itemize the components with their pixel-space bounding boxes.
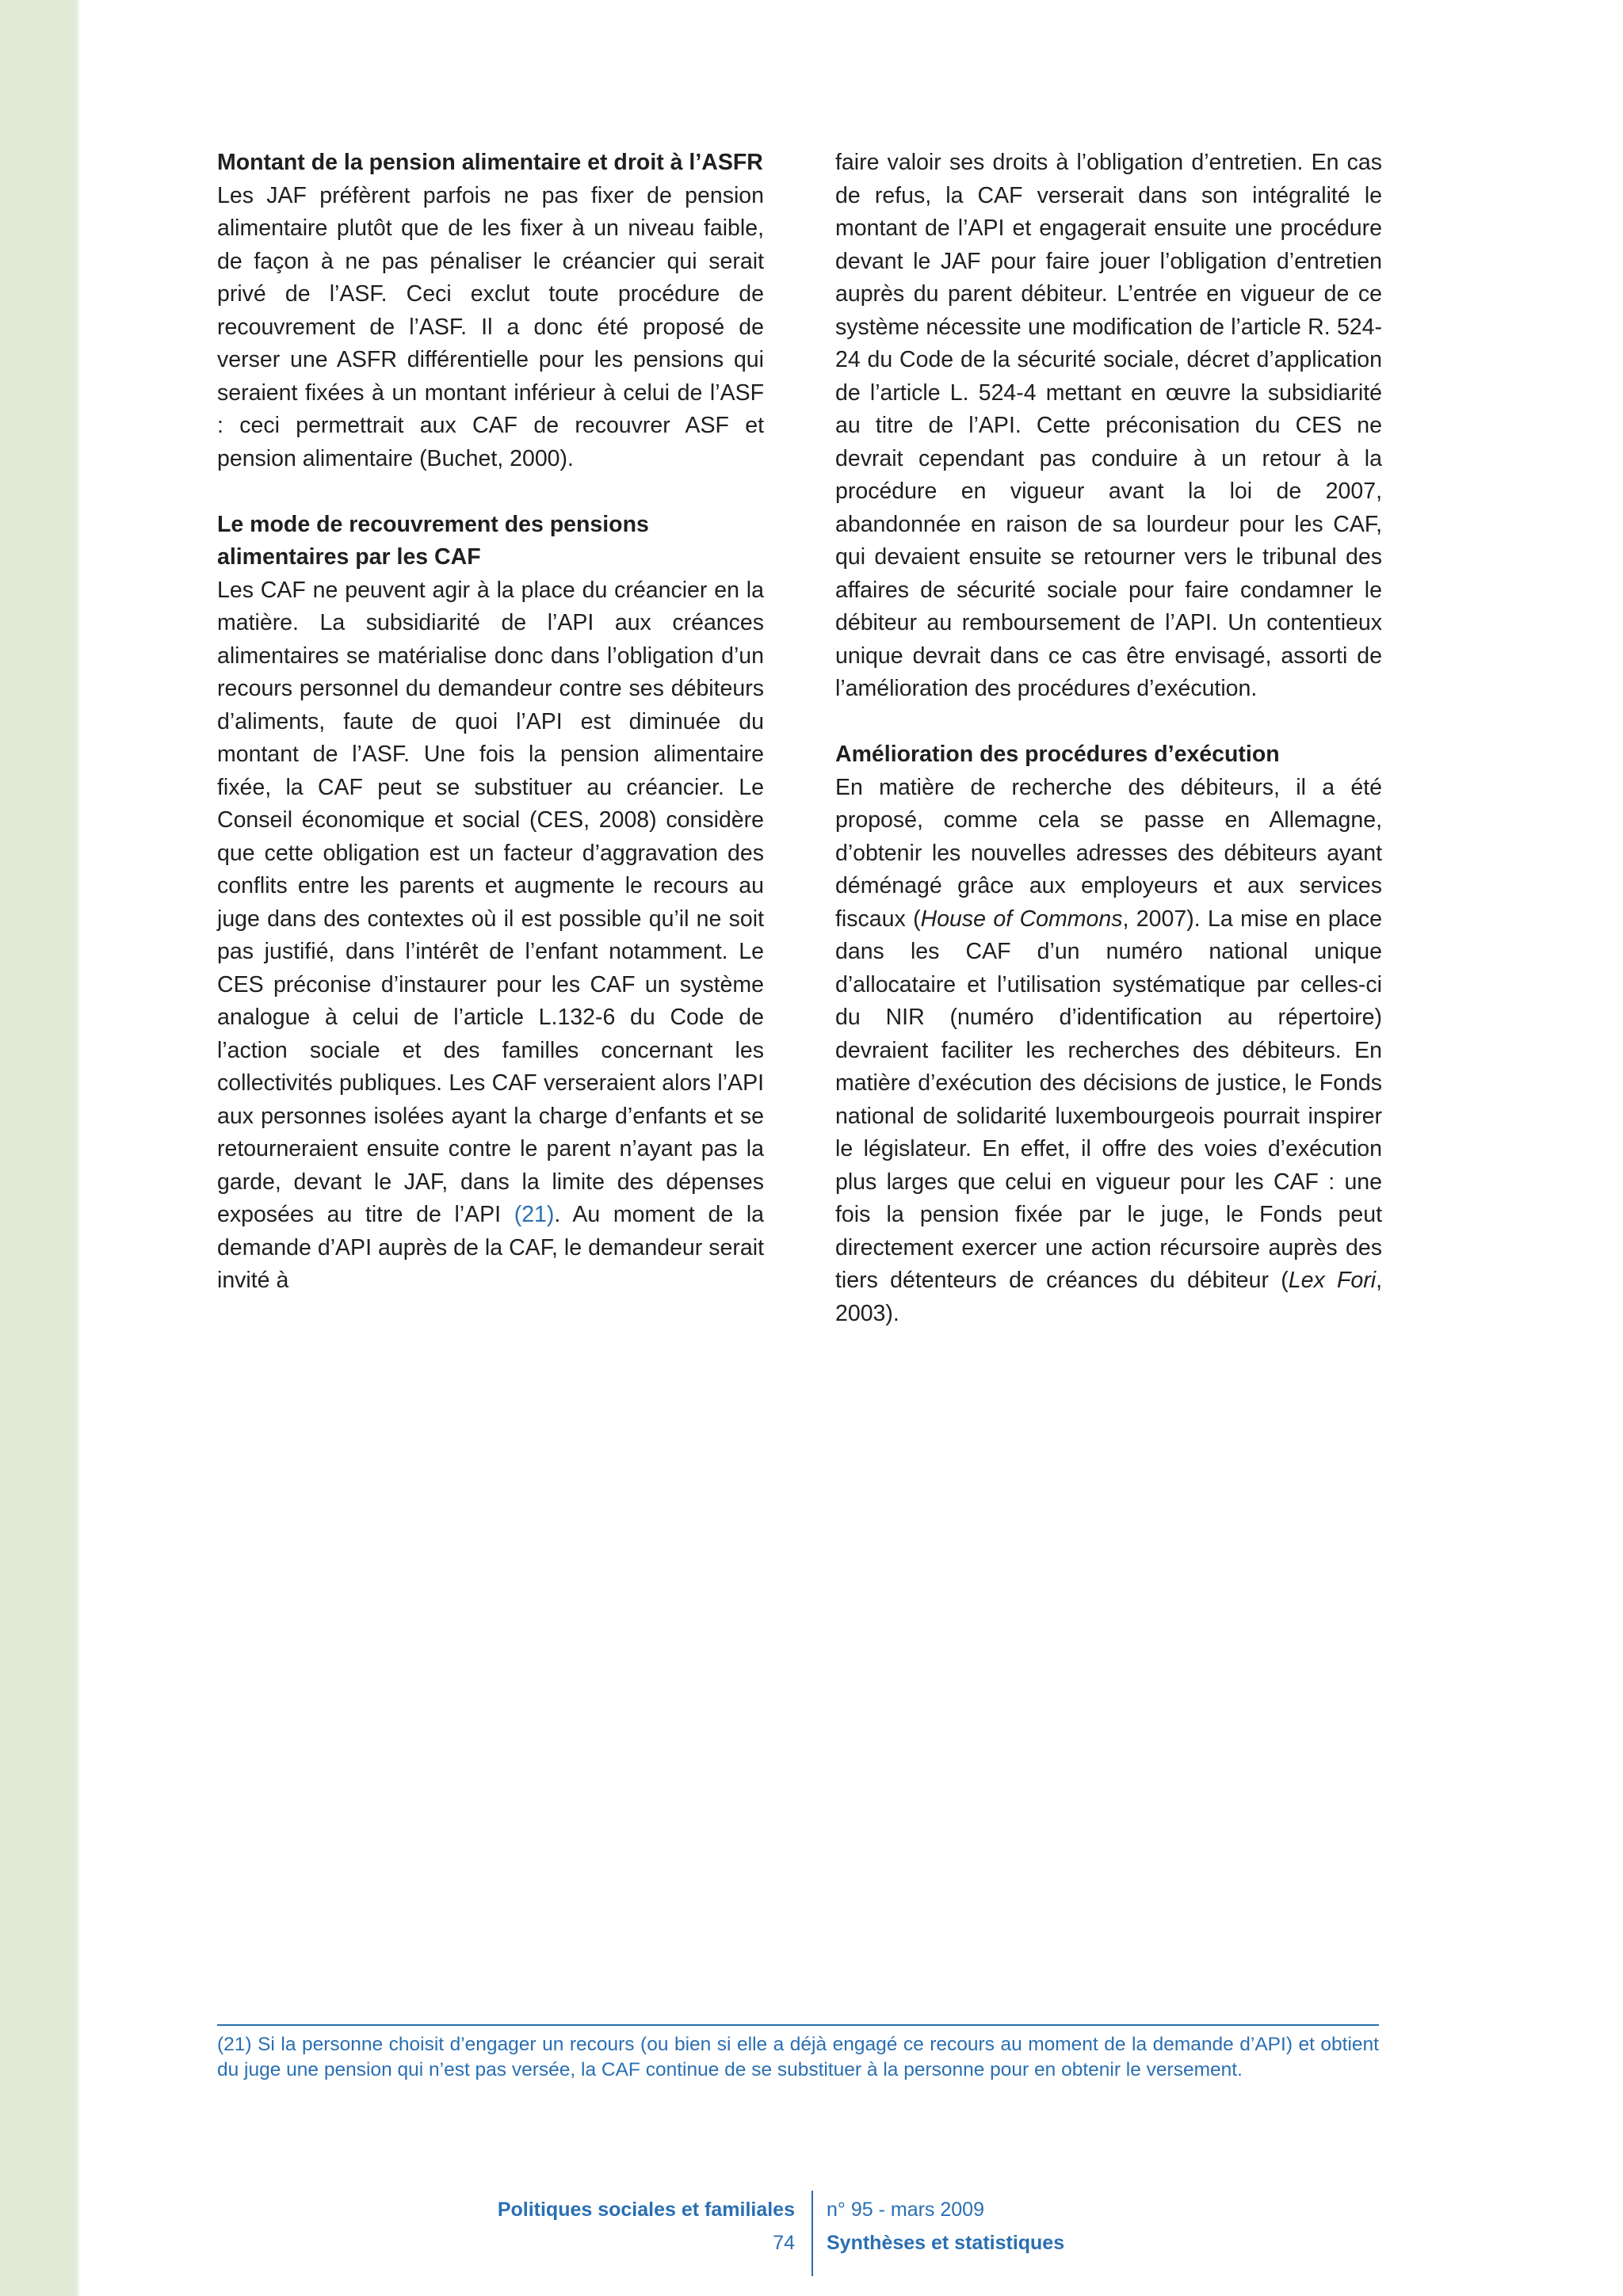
paragraph-execution (835, 772, 1382, 1331)
right-column (835, 147, 1382, 1330)
paragraph-obligation-entretien: faire valoir ses droits à l’obligation d’entretien. En cas de refus, la CAF verserait dans son intégralité le montant de l’API et engagerait ensuite une procédure devant le JAF pour faire jouer l’obligation d’entretien auprès du parent débiteur. L’entrée en vigueur de ce système nécessite une modification de l’article R. 524-24 du Code de la sécurité sociale, décret d’application de l’article L. 524-4 mettant en œuvre la subsidiarité au titre de l’API. Cette préconisation du CES ne devrait cependant pas conduire à un retour à la procédure en vigueur avant la loi de 2007, abandonnée en raison de sa lourdeur pour les CAF, qui devaient ensuite se retourner vers le tribunal des affaires de sécurité sociale pour faire condamner le débiteur au remboursement de l’API. Un contentieux unique devrait dans ce cas être envisagé, assorti de l’amélioration des procédures d’exécution. (835, 150, 1382, 701)
left-column (217, 147, 764, 1298)
paragraph-execution-text: En matière de recherche des débiteurs, il a été proposé, comme cela se passe en Allemagne, d’obtenir les nouvelles adresses des débiteurs ayant déménagé grâce aux employeurs et aux services fiscaux ( (835, 774, 1382, 932)
issue-number: n° 95 - mars 2009 (827, 2199, 984, 2221)
footnote-reference-21[interactable]: (21) (514, 1202, 555, 1227)
section-heading-recouvrement: Le mode de recouvrement des pensions alimentaires par les CAF (217, 511, 649, 570)
page-footer (0, 2191, 1623, 2278)
paragraph-recouvrement-text: Les CAF ne peuvent agir à la place du créancier en la matière. La subsidiarité de l’API aux créances alimentaires se matérialise donc dans l’obligation d’un recours personnel du demandeur contre ses débiteurs d’aliments, faute de quoi l’API est diminuée du montant de l’ASF. Une fois la pension alimentaire fixée, la CAF peut se substituer au créancier. Le Conseil économique et social (CES, 2008) considère que cette obligation est un facteur d’aggravation des conflits entre les parents et augmente le recours au juge dans des contextes où il est possible qu’il ne soit pas justifié, dans l’intérêt de l’enfant notamment. Le CES préconise d’instaurer pour les CAF un système analogue à celui de l’article L.132-6 du Code de l’action sociale et des familles concernant les collectivités publiques. Les CAF verseraient alors l’API aux personnes isolées ayant la charge d’enfants et se retourneraient ensuite contre le parent n’ayant pas la garde, devant le JAF, dans la limite des dépenses exposées au titre de l’API (217, 577, 764, 1227)
series-title: Synthèses et statistiques (827, 2232, 1065, 2254)
paragraph-execution-text-end: , 2003). (835, 1268, 1383, 1326)
citation-house-of-commons: House of Commons (920, 906, 1123, 932)
paragraph-asfr: Les JAF préfèrent parfois ne pas fixer de pension alimentaire plutôt que de les fixer à un niveau faible, de façon à ne pas pénaliser le créancier qui serait privé de l’ASF. Ceci exclut toute procédure de recouvrement de l’ASF. Il a donc été proposé de verser une ASFR différentielle pour les pensions qui seraient fixées à un montant inférieur à celui de l’ASF : ceci permettrait aux CAF de recouvrer ASF et pension alimentaire (Buchet, 2000). (217, 182, 764, 471)
section-heading-asfr: Montant de la pension alimentaire et droit à l’ASFR (217, 150, 763, 175)
page-number: 74 (773, 2232, 795, 2254)
paragraph-recouvrement (217, 574, 764, 1298)
footnote-21: (21) Si la personne choisit d’engager un recours (ou bien si elle a déjà engagé ce recours au moment de la demande d’API) et obtient du juge une pension qui n’est pas versée, la CAF continue de se substituer à la personne pour en obtenir le versement. (217, 2024, 1379, 2083)
decorative-side-band (0, 0, 79, 2296)
section-heading-execution: Amélioration des procédures d’exécution (835, 742, 1280, 767)
footer-divider (812, 2191, 813, 2276)
paragraph-execution-text-mid: , 2007). La mise en place dans les CAF d’un numéro national unique d’allocataire et l’utilisation systématique par celles-ci du NIR (numéro d’identification au répertoire) devraient faciliter les recherches des débiteurs. En matière d’exécution des décisions de justice, le Fonds national de solidarité luxembourgeois pourrait inspirer le législateur. En effet, il offre des voies d’exécution plus larges que celui en vigueur pour les CAF : une fois la pension fixée par le juge, le Fonds peut directement exercer une action récursoire auprès des tiers détenteurs de créances du débiteur ( (835, 906, 1382, 1293)
citation-lex-fori: Lex Fori (1288, 1268, 1377, 1293)
paragraph-recouvrement-text-end: . Au moment de la demande d’API auprès de la CAF, le demandeur serait invité à (217, 1202, 764, 1293)
publication-title: Politiques sociales et familiales (497, 2199, 795, 2221)
